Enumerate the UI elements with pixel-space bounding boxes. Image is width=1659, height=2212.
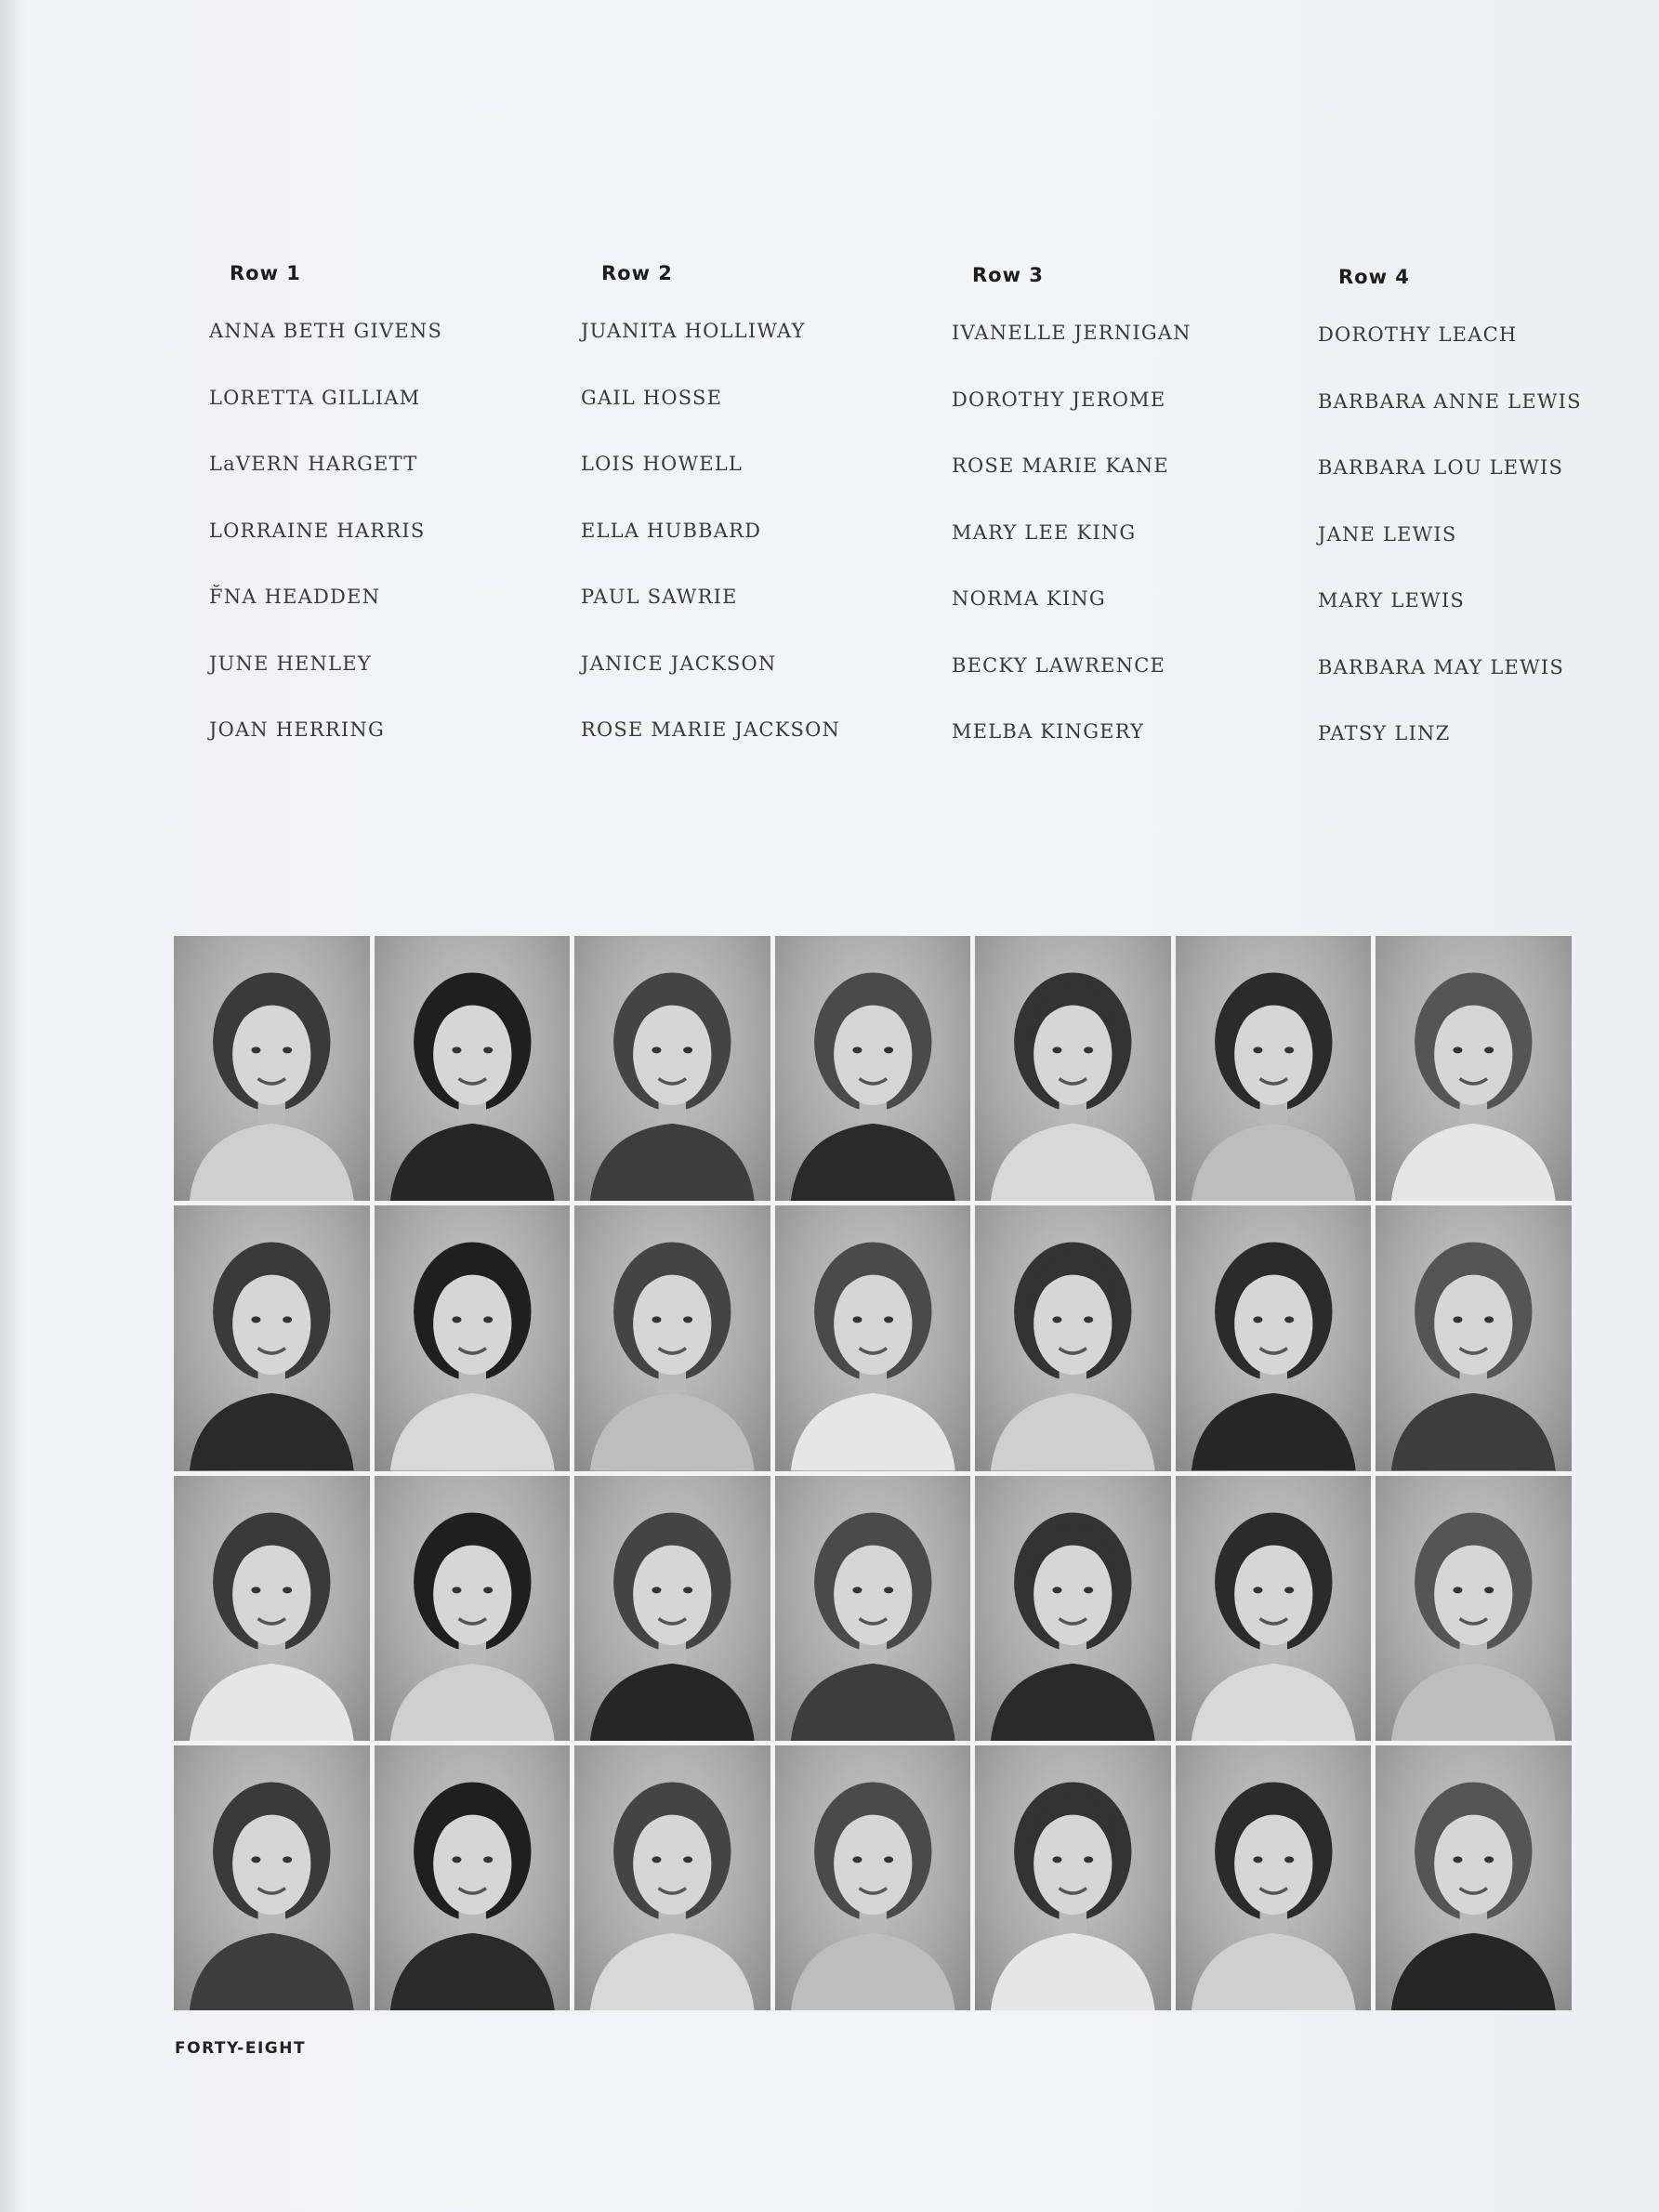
name-entry: LaVERN HARGETT: [209, 453, 418, 475]
name-entry: ANNA BETH GIVENS: [209, 320, 443, 342]
student-portrait: [1176, 936, 1372, 1201]
row-2-column: [581, 262, 934, 783]
row-4-names: [1318, 322, 1659, 787]
student-portrait: [775, 936, 971, 1201]
student-portrait: [775, 1476, 971, 1741]
student-portrait: [775, 1745, 971, 2010]
student-portrait: [1176, 1476, 1372, 1741]
student-portrait: [1176, 1205, 1372, 1470]
student-portrait: [375, 1476, 571, 1741]
student-portrait: [574, 1476, 770, 1741]
student-portrait: [375, 936, 571, 1201]
name-entry: MARY LEWIS: [1318, 589, 1465, 612]
row-3-column: [952, 264, 1305, 785]
student-portrait: [174, 1745, 370, 2010]
name-entry: ROSE MARIE JACKSON: [581, 718, 841, 741]
row-3-heading: Row 3: [972, 264, 1044, 286]
name-entry: IVANELLE JERNIGAN: [952, 322, 1192, 344]
student-portrait: [1376, 936, 1572, 1201]
name-entry: GAIL HOSSE: [581, 386, 723, 409]
row-3-names: [952, 320, 1305, 785]
name-entry: JUNE HENLEY: [209, 652, 372, 675]
row-1-column: [209, 262, 562, 783]
portrait-grid: [174, 936, 1572, 2010]
student-portrait: [375, 1745, 571, 2010]
row-2-names: [581, 318, 934, 783]
student-portrait: [975, 1745, 1171, 2010]
row-4-heading: Row 4: [1338, 266, 1410, 288]
row-1-names: [209, 318, 562, 783]
row-4-column: [1318, 266, 1659, 787]
row-2-heading: Row 2: [601, 262, 673, 284]
name-entry: PAUL SAWRIE: [581, 586, 738, 608]
name-entry: BECKY LAWRENCE: [952, 653, 1166, 677]
page-number: FORTY-EIGHT: [175, 2039, 307, 2058]
name-entry: MELBA KINGERY: [952, 720, 1145, 743]
student-portrait: [174, 1205, 370, 1470]
student-portrait: [574, 1205, 770, 1470]
name-entry: BARBARA LOU LEWIS: [1318, 456, 1564, 479]
name-entry: LOIS HOWELL: [581, 453, 744, 475]
name-entry: LORETTA GILLIAM: [209, 386, 421, 409]
name-entry: ROSE MARIE KANE: [952, 454, 1169, 477]
name-list: [209, 262, 1585, 783]
student-portrait: [1376, 1476, 1572, 1741]
student-portrait: [1376, 1745, 1572, 2010]
student-portrait: [574, 936, 770, 1201]
name-entry: DOROTHY LEACH: [1318, 323, 1518, 346]
name-entry: NORMA KING: [952, 587, 1106, 610]
student-portrait: [775, 1205, 971, 1470]
name-entry: JANE LEWIS: [1318, 522, 1457, 546]
page-edge-shadow: [0, 0, 20, 2212]
student-portrait: [375, 1205, 571, 1470]
student-portrait: [1376, 1205, 1572, 1470]
student-portrait: [975, 1205, 1171, 1470]
name-entry: PATSY LINZ: [1318, 722, 1451, 744]
name-entry: DOROTHY JEROME: [952, 388, 1166, 411]
name-entry: BARBARA ANNE LEWIS: [1318, 389, 1582, 413]
student-portrait: [174, 936, 370, 1201]
name-entry: BARBARA MAY LEWIS: [1318, 655, 1564, 678]
student-portrait: [174, 1476, 370, 1741]
student-portrait: [1176, 1745, 1372, 2010]
name-entry: MARY LEE KING: [952, 520, 1137, 544]
row-1-heading: Row 1: [230, 262, 301, 284]
name-entry: JANICE JACKSON: [581, 652, 777, 675]
name-entry: LORRAINE HARRIS: [209, 519, 426, 542]
student-portrait: [574, 1745, 770, 2010]
student-portrait: [975, 1476, 1171, 1741]
student-portrait: [975, 936, 1171, 1201]
name-entry: JUANITA HOLLIWAY: [581, 320, 806, 342]
name-entry: F̆NA HEADDEN: [209, 586, 381, 608]
name-entry: ELLA HUBBARD: [581, 519, 762, 542]
name-entry: JOAN HERRING: [209, 718, 385, 741]
